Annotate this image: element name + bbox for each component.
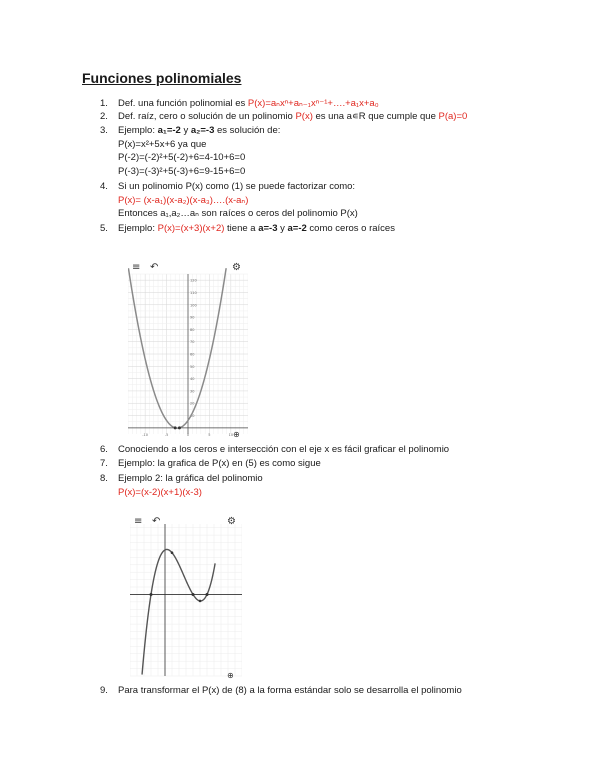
y-tick-label: 70 xyxy=(190,340,195,345)
graph-quadratic xyxy=(128,258,248,444)
list-item xyxy=(100,98,379,110)
list-item-text: P(x)=x²+5x+6 ya que xyxy=(118,139,207,150)
list-item-text: P(x)= (x-a₁)(x-a₂)(x-a₃)….(x-aₙ) xyxy=(118,195,249,206)
list-item-text: Conociendo a los ceros e intersección con el eje x es fácil graficar el polinomio xyxy=(118,444,450,455)
menu-icon[interactable]: ≡ xyxy=(134,516,143,527)
list-item-line xyxy=(118,487,202,499)
y-tick-label: 50 xyxy=(190,364,195,369)
y-tick-label: 60 xyxy=(190,352,195,357)
list-item-number: 2. xyxy=(100,111,108,122)
gear-icon[interactable]: ⚙ xyxy=(227,516,236,527)
x-tick-label: 10 xyxy=(228,432,234,437)
list-item-line xyxy=(118,208,358,220)
list-item-text: Ejemplo 2: la gráfica del polinomio xyxy=(118,473,263,484)
local-min-point xyxy=(199,600,202,603)
list-item xyxy=(100,223,395,235)
list-item-text: Para transformar el P(x) de (8) a la forma estándar solo se desarrolla el polinomio xyxy=(118,685,462,696)
list-item-text: P(x)=aₙxⁿ+aₙ₋₁xⁿ⁻¹+….+a₁x+a₀ xyxy=(247,98,379,109)
list-item-text: P(-3)=(-3)²+5(-3)+6=9-15+6=0 xyxy=(118,166,246,177)
list-item xyxy=(100,125,280,137)
list-item-text: a₁=-2 xyxy=(157,125,181,136)
root-point xyxy=(178,426,181,429)
list-item-text: es solución de: xyxy=(214,125,281,136)
list-item-text: a=-3 xyxy=(258,223,278,234)
list-item-number: 1. xyxy=(100,98,108,109)
gear-icon[interactable]: ⚙ xyxy=(232,262,241,273)
list-item-text: y xyxy=(277,223,288,234)
list-item xyxy=(100,111,467,123)
x-tick-label: 5 xyxy=(208,432,211,437)
local-max-point xyxy=(171,551,174,554)
list-item-number: 4. xyxy=(100,181,108,192)
zoom-icon[interactable]: ⊕ xyxy=(227,671,234,680)
list-item-text: como ceros o raíces xyxy=(306,223,395,234)
list-item-text: P(a)=0 xyxy=(438,111,468,122)
y-tick-label: 110 xyxy=(190,290,197,295)
page-title: Funciones polinomiales xyxy=(82,70,242,86)
list-item-text: Ejemplo: xyxy=(118,125,158,136)
parabola-curve xyxy=(128,268,226,428)
y-tick-label: 80 xyxy=(190,327,195,332)
y-tick-label: 10 xyxy=(190,414,195,419)
y-tick-label: 90 xyxy=(190,315,195,320)
list-item-text: Ejemplo: xyxy=(118,223,158,234)
list-item-line xyxy=(118,195,248,207)
list-item-text: Entonces a₁,a₂…aₙ son raíces o ceros del polinomio P(x) xyxy=(118,208,358,219)
list-item-text: y xyxy=(180,125,191,136)
root-point xyxy=(206,593,209,596)
undo-icon[interactable]: ↶ xyxy=(152,516,161,527)
y-tick-label: 120 xyxy=(190,278,197,283)
list-item-number: 7. xyxy=(100,458,108,469)
x-tick-label: 0 xyxy=(186,432,190,437)
list-item xyxy=(100,685,462,697)
list-item-line xyxy=(118,166,245,178)
list-item-text: Def. raíz, cero o solución de un polinomio xyxy=(118,111,296,122)
list-item-text: Si un polinomio P(x) como (1) se puede factorizar como: xyxy=(118,181,356,192)
list-item-number: 5. xyxy=(100,223,108,234)
y-tick-label: 40 xyxy=(190,377,195,382)
list-item-text: a=-2 xyxy=(287,223,307,234)
y-tick-label: 100 xyxy=(190,303,197,308)
graph-cubic xyxy=(130,512,242,684)
root-point xyxy=(174,426,177,429)
undo-icon[interactable]: ↶ xyxy=(150,262,159,273)
list-item-line xyxy=(118,152,245,164)
cubic-curve xyxy=(142,549,215,674)
list-item-text: P(x)=(x+3)(x+2) xyxy=(157,223,225,234)
list-item-number: 3. xyxy=(100,125,108,136)
list-item-line xyxy=(118,139,206,151)
list-item-text: tiene a xyxy=(224,223,259,234)
list-item xyxy=(100,473,263,485)
list-item-text: es una a∊R que cumple que xyxy=(312,111,439,122)
y-tick-label: 30 xyxy=(190,389,195,394)
x-tick-label: -10 xyxy=(142,432,149,437)
list-item-text: P(x) xyxy=(295,111,313,122)
list-item-text: a₂=-3 xyxy=(190,125,215,136)
list-item-number: 9. xyxy=(100,685,108,696)
list-item-number: 6. xyxy=(100,444,108,455)
graph-cubic-canvas xyxy=(130,512,242,684)
list-item-text: P(-2)=(-2)²+5(-2)+6=4-10+6=0 xyxy=(118,152,246,163)
graph-quadratic-canvas xyxy=(128,258,248,444)
list-item xyxy=(100,444,449,456)
y-tick-label: 20 xyxy=(190,401,195,406)
root-point xyxy=(192,593,195,596)
zoom-icon[interactable]: ⊕ xyxy=(233,430,240,439)
list-item-number: 8. xyxy=(100,473,108,484)
menu-icon[interactable]: ≡ xyxy=(132,262,141,273)
list-item-text: Def. una función polinomial es xyxy=(118,98,248,109)
list-item-text: P(x)=(x-2)(x+1)(x-3) xyxy=(118,487,202,498)
list-item xyxy=(100,458,321,470)
x-tick-label: -5 xyxy=(164,432,169,437)
list-item xyxy=(100,181,355,193)
list-item-text: Ejemplo: la grafica de P(x) en (5) es como sigue xyxy=(118,458,321,469)
root-point xyxy=(150,593,153,596)
